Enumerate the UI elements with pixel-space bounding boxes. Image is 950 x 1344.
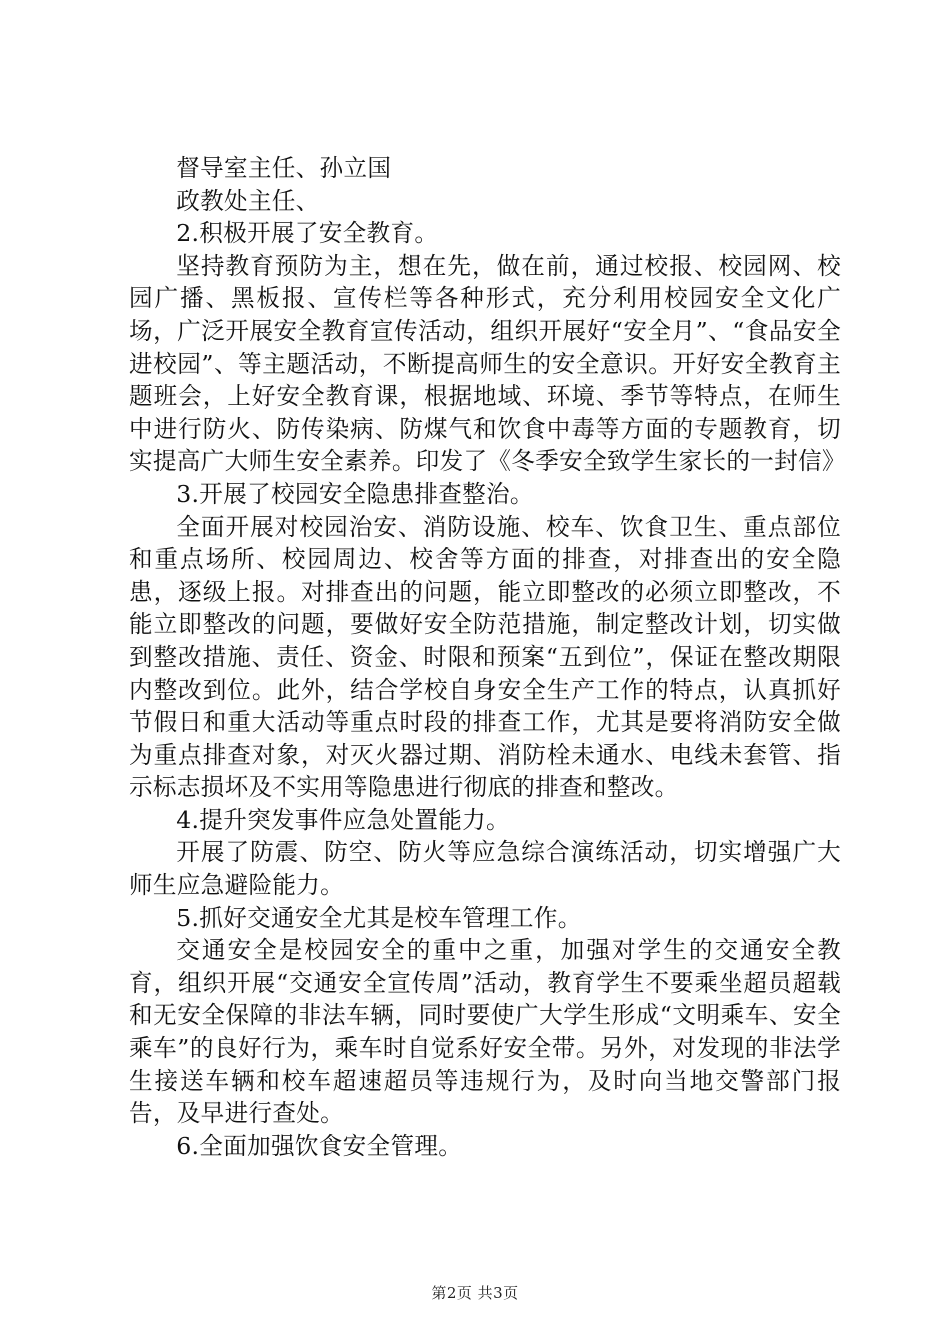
document-body: [129, 152, 846, 1162]
paragraph-political-office: 政教处主任、: [176, 186, 320, 215]
heading-traffic-safety: 5.抓好交通安全尤其是校车管理工作。: [176, 903, 582, 932]
page-number-footer: 第2页 共3页: [431, 1284, 519, 1302]
heading-emergency-response: 4.提升突发事件应急处置能力。: [176, 805, 510, 834]
paragraph-inspector-office: 督导室主任、孙立国: [176, 154, 392, 182]
heading-hazard-inspection: 3.开展了校园安全隐患排查整治。: [176, 479, 534, 508]
heading-food-safety: 6.全面加强饮食安全管理。: [176, 1131, 463, 1160]
paragraph-traffic-safety: 交通安全是校园安全的重中之重，加强对学生的交通安全教育，组织开展“交通安全宣传周”活动，教育学生不要乘坐超员超载和无安全保障的非法车辆，同时要使广大学生形成“文明乘车、安全乘车”的良好行为，乘车时自觉系好安全带。另外，对发现的非法学生接送车辆和校车超速超员等违规行为，及时向当地交警部门报告，及早进行查处。: [129, 936, 841, 1128]
paragraph-safety-education: 坚持教育预防为主，想在先，做在前，通过校报、校园网、校园广播、黑板报、宣传栏等各种形式，充分利用校园安全文化广场，广泛开展安全教育宣传活动，组织开展好“安全月”、“食品安全进校园”、等主题活动，不断提高师生的安全意识。开好安全教育主题班会，上好安全教育课，根据地域、环境、季节等特点，在师生中进行防火、防传染病、防煤气和饮食中毒等方面的专题教育，切实提高广大师生安全素养。印发了《冬季安全致学生家长的一封信》: [129, 251, 846, 476]
paragraph-hazard-inspection: 全面开展对校园治安、消防设施、校车、饮食卫生、重点部位和重点场所、校园周边、校舍等方面的排查，对排查出的安全隐患，逐级上报。对排查出的问题，能立即整改的必须立即整改，不能立即整改的问题，要做好安全防范措施，制定整改计划，切实做到整改措施、责任、资金、时限和预案“五到位”，保证在整改期限内整改到位。此外，结合学校自身安全生产工作的特点，认真抓好节假日和重大活动等重点时段的排查工作，尤其是要将消防安全做为重点排查对象，对灭火器过期、消防栓未通水、电线未套管、指示标志损坏及不实用等隐患进行彻底的排查和整改。: [129, 512, 841, 802]
paragraph-emergency-response: 开展了防震、防空、防火等应急综合演练活动，切实增强广大师生应急避险能力。: [129, 838, 841, 900]
heading-safety-education: 2.积极开展了安全教育。: [176, 219, 439, 248]
